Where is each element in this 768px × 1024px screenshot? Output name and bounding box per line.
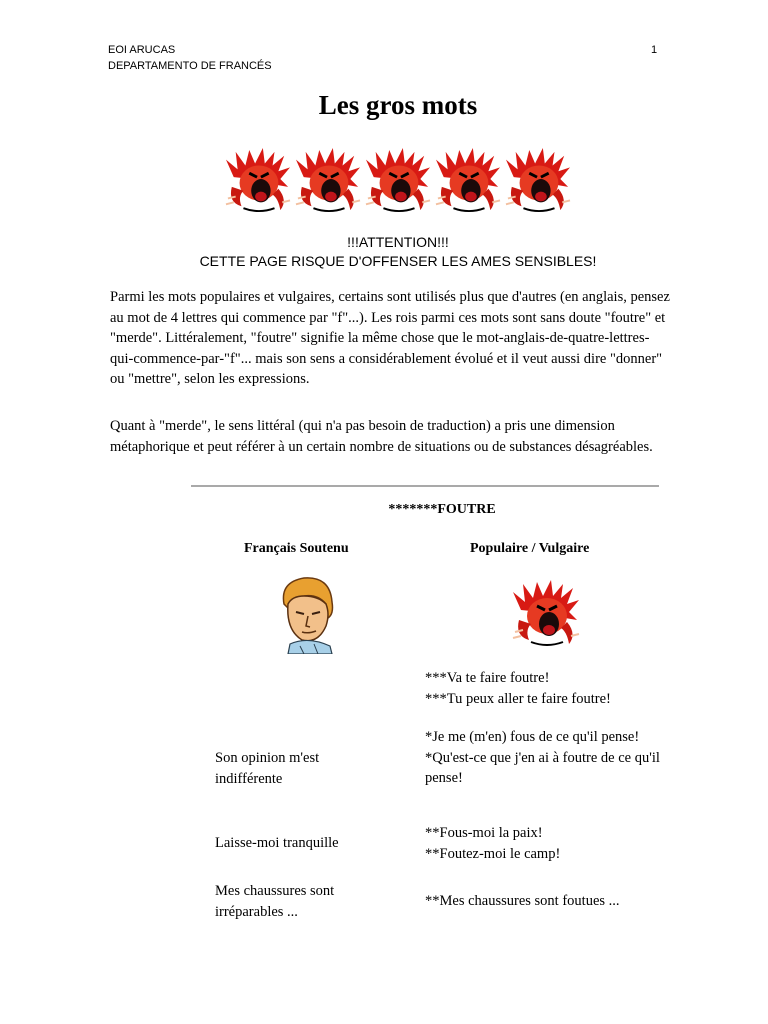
refined-expression-4: Mes chaussures sont irréparables ... — [215, 883, 335, 920]
merde-paragraph: Quant à "merde", le sens littéral (qui n'a pas besoin de traduction) a pris une dimension métaphorique et peut référer à un certain nombre de situations ou de substances désagréables. — [110, 418, 653, 455]
horizontal-divider — [191, 485, 659, 487]
warning-line-2: CETTE PAGE RISQUE D'OFFENSER LES AMES SENSIBLES! — [199, 253, 597, 269]
refined-person-icon — [274, 574, 340, 654]
section-title: *******FOUTRE — [388, 502, 496, 517]
document-header — [108, 42, 272, 74]
column-header-vulgaire: Populaire / Vulgaire — [470, 541, 590, 556]
intro-paragraph: Parmi les mots populaires et vulgaires, certains sont utilisés plus que d'autres (en anglais, pensez au mot de 4 lettres qui commence par "f"...). Les rois parmi ces mots sont sans doute "foutre" et "merde". Littéralement, "foutre" signifie la même chose que le mot-anglais-de-quatre-lettres-qui-commence-par-"f"... mais son sens a considérablement évolué et il veut aussi dire "donner" ou "mettre", selon les expressions. — [110, 289, 670, 387]
angry-face-icon — [504, 148, 572, 214]
angry-face-icon — [224, 148, 292, 214]
angry-face-icon — [364, 148, 432, 214]
angry-face-icon — [434, 148, 502, 214]
angry-faces-banner — [224, 148, 572, 214]
angry-face-icon — [294, 148, 362, 214]
vulgar-expression-3: **Fous-moi la paix! **Foutez-moi le camp! — [425, 825, 561, 862]
page-title: Les gros mots — [318, 90, 478, 120]
refined-expression-3: Laisse-moi tranquille — [215, 835, 339, 851]
page-number: 1 — [651, 44, 658, 56]
warning-notice — [0, 233, 768, 271]
refined-expression-2: Son opinion m'est indifférente — [215, 750, 320, 787]
vulgar-expression-1: ***Va te faire foutre! ***Tu peux aller te faire foutre! — [425, 670, 611, 707]
vulgar-expression-4: **Mes chaussures sont foutues ... — [425, 893, 620, 909]
warning-line-1: !!!ATTENTION!!! — [347, 234, 449, 250]
header-school: EOI ARUCAS — [108, 44, 176, 56]
column-header-soutenu: Français Soutenu — [244, 541, 349, 556]
angry-face-icon — [511, 580, 581, 648]
vulgar-expression-2: *Je me (m'en) fous de ce qu'il pense! *Qu'est-ce que j'en ai à foutre de ce qu'il pense! — [425, 729, 660, 786]
header-department: DEPARTAMENTO DE FRANCÉS — [108, 60, 272, 72]
